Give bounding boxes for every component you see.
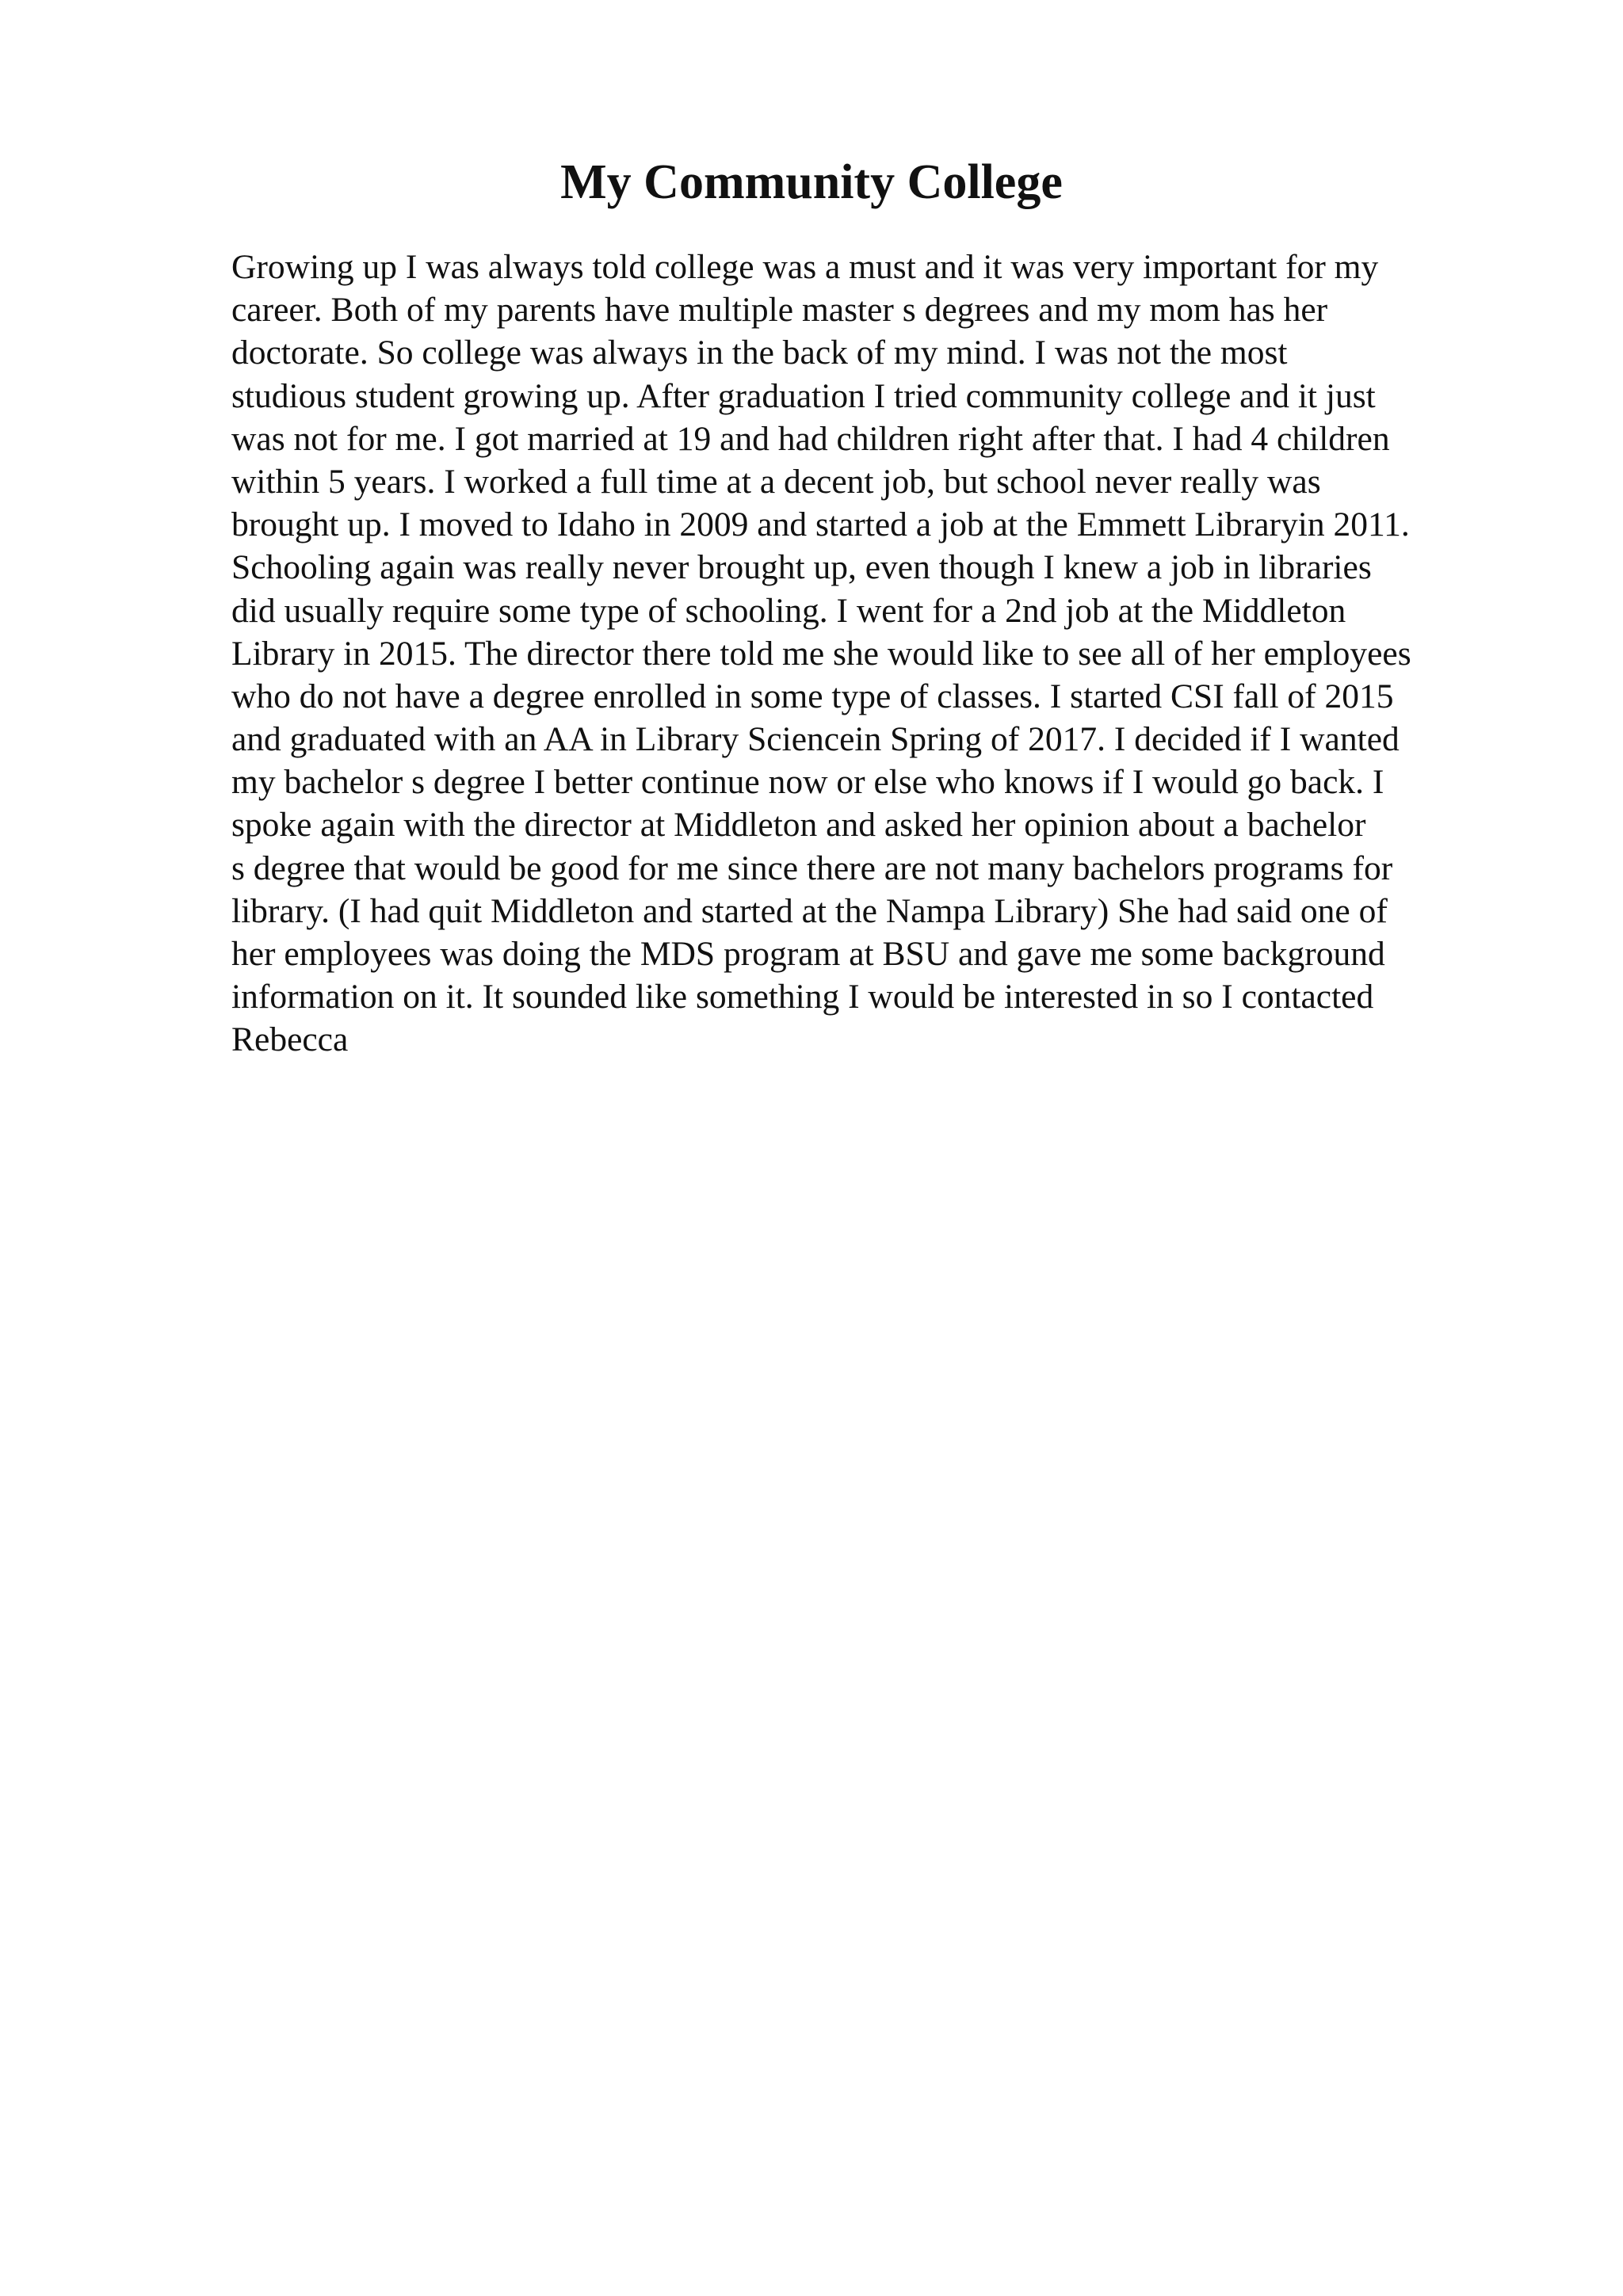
essay-line: my bachelor s degree I better continue now or else who knows if I would go back. I — [231, 763, 1384, 802]
essay-line: spoke again with the director at Middleton and asked her opinion about a bachelor — [231, 806, 1366, 845]
essay-line: studious student growing up. After graduation I tried community college and it just — [231, 376, 1376, 415]
essay-line: career. Both of my parents have multiple master s degrees and my mom has her — [231, 291, 1328, 330]
essay-line: brought up. I moved to Idaho in 2009 and started a job at the Emmett Libraryin 2011. — [231, 505, 1410, 544]
essay-line: and graduated with an AA in Library Sciencein Spring of 2017. I decided if I wanted — [231, 720, 1400, 759]
essay-line: Growing up I was always told college was a must and it was very important for my — [231, 248, 1379, 286]
essay-line: s degree that would be good for me since there are not many bachelors programs for — [231, 849, 1393, 887]
essay-line: Schooling again was really never brought up, even though I knew a job in libraries — [231, 548, 1372, 587]
document-title: My Community College — [560, 155, 1063, 209]
essay-line: who do not have a degree enrolled in some type of classes. I started CSI fall of 2015 — [231, 677, 1394, 715]
essay-line: did usually require some type of schooling. I went for a 2nd job at the Middleton — [231, 591, 1346, 630]
essay-line: Rebecca — [231, 1020, 349, 1059]
essay-line: library. (I had quit Middleton and started at the Nampa Library) She had said one of — [231, 891, 1388, 930]
essay-line: information on it. It sounded like something I would be interested in so I contacted — [231, 978, 1374, 1016]
essay-line: within 5 years. I worked a full time at a decent job, but school never really was — [231, 462, 1321, 501]
essay-body — [231, 246, 1515, 1062]
essay-line: doctorate. So college was always in the back of my mind. I was not the most — [231, 334, 1288, 372]
essay-line: her employees was doing the MDS program at BSU and gave me some background — [231, 935, 1385, 973]
essay-line: Library in 2015. The director there told me she would like to see all of her employees — [231, 634, 1411, 673]
essay-line: was not for me. I got married at 19 and had children right after that. I had 4 children — [231, 419, 1390, 458]
